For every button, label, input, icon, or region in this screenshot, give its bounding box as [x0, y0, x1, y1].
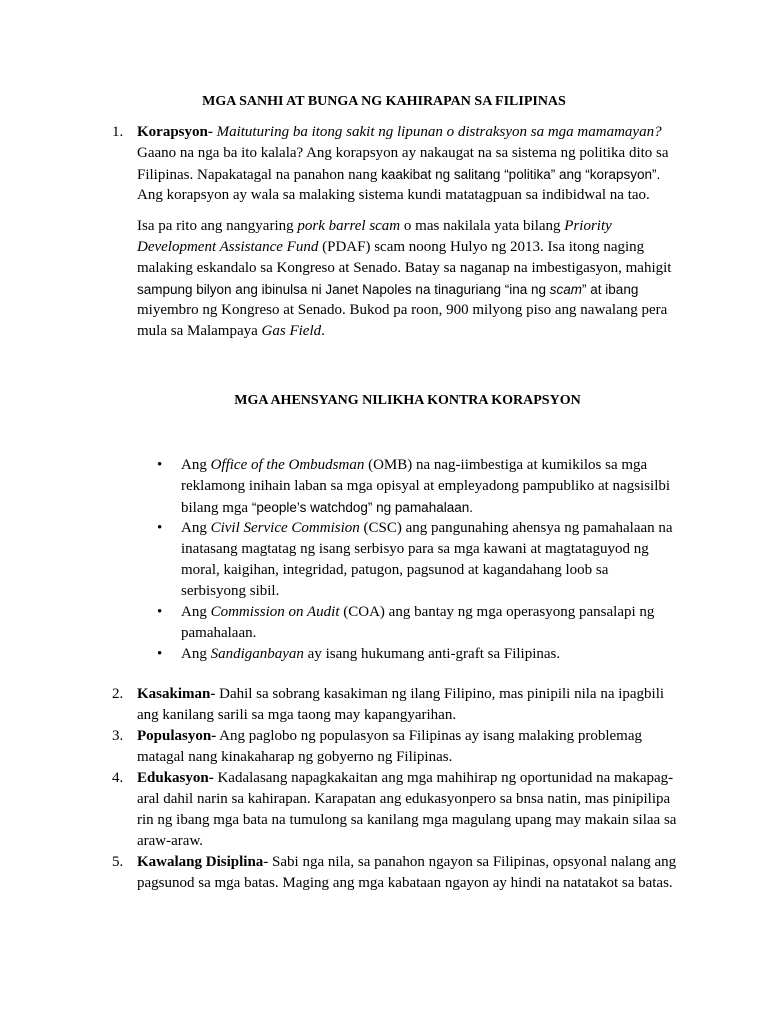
bullet-marker: •: [157, 646, 163, 662]
cause-text: [137, 122, 697, 206]
text-line: [137, 164, 697, 185]
text-line: [137, 810, 697, 831]
text-line: [137, 705, 697, 726]
list-number: 5.: [112, 854, 124, 870]
text-line: [181, 623, 721, 644]
text-line: [137, 216, 697, 237]
cause-text: [137, 852, 697, 894]
text-run: Ang: [181, 646, 211, 662]
text-run: reklamong inihain laban sa mga opisyal at empleyadong pampubliko at nagsisilbi: [181, 478, 671, 494]
text-line: [137, 684, 697, 705]
text-run: (PDAF) scam noong Hulyo ng 2013. Isa itong naging: [318, 239, 645, 255]
agency-item-sandiganbayan: [157, 644, 721, 665]
agency-text: [181, 518, 721, 602]
list-number: 4.: [112, 770, 124, 786]
cause-text: [137, 768, 697, 852]
text-run: pagsunod sa mga batas. Maging ang mga kabataan ngayon ay hindi na natatakot sa batas.: [137, 875, 673, 891]
text-line: [181, 518, 721, 539]
list-number: 1.: [112, 124, 124, 140]
text-line: [137, 143, 697, 164]
bold-term: Edukasyon-: [137, 770, 214, 786]
list-number: 3.: [112, 728, 124, 744]
text-run: matagal nang kinakaharap ng gobyerno ng Filipinas.: [137, 749, 453, 765]
text-line: [137, 831, 697, 852]
text-line: [181, 539, 721, 560]
alt-font-text: sampung bilyon ang ibinulsa ni Janet Napoles na tinaguriang “ina ng: [137, 282, 550, 297]
text-run: bilang mga: [181, 500, 252, 516]
page-title: MGA SANHI AT BUNGA NG KAHIRAPAN SA FILIPINAS: [202, 94, 566, 109]
italic-text: Development Assistance Fund: [137, 239, 319, 255]
cause-item-kawalang-disiplina: [112, 852, 697, 894]
text-line: [137, 747, 697, 768]
text-run: moral, kaigihan, integridad, patugon, pagsunod at kagandahang loob sa: [181, 562, 609, 578]
bold-term: Kawalang Disiplina: [137, 854, 264, 870]
cause-item-populasyon: [112, 726, 697, 768]
bullet-marker: •: [157, 604, 163, 620]
text-run: (OMB) na nag-iimbestiga at kumikilos sa mga: [364, 457, 648, 473]
list-number: 2.: [112, 686, 124, 702]
text-line: [181, 560, 721, 581]
alt-font-text: ” at ibang: [582, 282, 639, 297]
bold-term: Korapsyon-: [137, 124, 213, 140]
italic-text: pork barrel scam: [297, 218, 401, 234]
cause-item-kasakiman: [112, 684, 697, 726]
text-line: [181, 497, 721, 518]
cause-item-korapsyon: [112, 122, 697, 206]
agency-item-csc: [157, 518, 721, 602]
text-run: Ang: [181, 457, 211, 473]
text-line: [137, 185, 697, 206]
text-run: mula sa Malampaya: [137, 323, 262, 339]
text-line: [137, 726, 697, 747]
text-run: miyembro ng Kongreso at Senado. Bukod pa roon, 900 milyong piso ang nawalang pera: [137, 302, 668, 318]
agency-list: [157, 455, 721, 665]
text-run: Gaano na nga ba ito kalala? Ang korapsyon ay nakaugat na sa sistema ng politika dito sa: [137, 145, 669, 161]
text-run: Ang: [181, 604, 211, 620]
italic-text: Office of the Ombudsman: [210, 457, 365, 473]
text-run: pamahalaan.: [181, 625, 257, 641]
text-run: Filipinas. Napakatagal na panahon nang: [137, 167, 382, 183]
cause-list: [112, 684, 697, 894]
bullet-marker: •: [157, 457, 163, 473]
text-line: [137, 768, 697, 789]
text-run: Ang paglobo ng populasyon sa Filipinas ay isang malaking problemag: [216, 728, 642, 744]
agencies-heading: MGA AHENSYANG NILIKHA KONTRA KORAPSYON: [234, 393, 581, 408]
text-run: Kadalasang napagkakaitan ang mga mahihirap ng oportunidad na makapag-: [213, 770, 674, 786]
italic-text: Sandiganbayan: [210, 646, 304, 662]
text-line: [181, 476, 721, 497]
text-run: ang kanilang sarili sa mga taong may kapangyarihan.: [137, 707, 457, 723]
text-line: [137, 873, 697, 894]
text-line: [181, 602, 721, 623]
text-run: inatasang magtatag ng isang serbisyo para sa mga kawani at magtataguyod ng: [181, 541, 649, 557]
text-run: Isa pa rito ang nangyaring: [137, 218, 298, 234]
text-run: serbisyong sibil.: [181, 583, 280, 599]
cause-text: [137, 726, 697, 768]
text-line: [137, 321, 697, 342]
italic-text: Gas Field: [261, 323, 322, 339]
text-line: [137, 300, 697, 321]
bold-term: Populasyon-: [137, 728, 217, 744]
text-run: rin ng ibang mga bata na tumulong sa kanilang mga magulang upang may makain silaa sa: [137, 812, 677, 828]
italic-text: Maituturing ba itong sakit ng lipunan o distraksyon sa mga mamamayan?: [212, 124, 662, 140]
text-line: [137, 122, 697, 143]
alt-font-text: “people’s watchdog” ng pamahalaan.: [251, 500, 473, 515]
text-line: [181, 455, 721, 476]
bold-term: Kasakiman-: [137, 686, 216, 702]
text-line: [181, 581, 721, 602]
text-line: [137, 258, 697, 279]
text-line: [137, 789, 697, 810]
text-run: .: [321, 323, 325, 339]
text-line: [137, 852, 697, 873]
italic-text: Civil Service Commision: [210, 520, 360, 536]
text-run: araw-araw.: [137, 833, 204, 849]
italic-text: Priority: [564, 218, 612, 234]
text-run: malaking eskandalo sa Kongreso at Senado. Batay sa naganap na imbestigasyon, mahigit: [137, 260, 672, 276]
agency-item-coa: [157, 602, 721, 644]
text-line: [137, 237, 697, 258]
agency-text: [181, 602, 721, 644]
text-run: aral dahil narin sa kahirapan. Karapatan ang edukasyonpero sa bnsa natin, mas pinipilipa: [137, 791, 671, 807]
cause-text: [137, 684, 697, 726]
agency-item-ombudsman: [157, 455, 721, 518]
alt-font-italic-text: scam: [549, 282, 583, 297]
text-run: o mas nakilala yata bilang: [400, 218, 565, 234]
text-run: Ang korapsyon ay wala sa malaking sistema kundi matatagpuan sa indibidwal na tao.: [137, 187, 650, 203]
bullet-marker: •: [157, 520, 163, 536]
pdaf-paragraph: [137, 216, 697, 342]
alt-font-text: kaakibat ng salitang “politika” ang “korapsyon”.: [381, 167, 661, 182]
text-run: (CSC) ang pangunahing ahensya ng pamahalaan na: [359, 520, 673, 536]
text-run: (COA) ang bantay ng mga operasyong pansalapi ng: [339, 604, 655, 620]
text-run: Ang: [181, 520, 211, 536]
text-run: - Sabi nga nila, sa panahon ngayon sa Filipinas, opsyonal nalang ang: [263, 854, 677, 870]
text-run: Dahil sa sobrang kasakiman ng ilang Filipino, mas pinipili nila na ipagbili: [215, 686, 665, 702]
cause-item-edukasyon: [112, 768, 697, 852]
text-line: [181, 644, 721, 665]
agency-text: [181, 455, 721, 518]
agency-text: [181, 644, 721, 665]
text-run: ay isang hukumang anti-graft sa Filipinas.: [303, 646, 561, 662]
text-line: [137, 279, 697, 300]
italic-text: Commission on Audit: [210, 604, 340, 620]
